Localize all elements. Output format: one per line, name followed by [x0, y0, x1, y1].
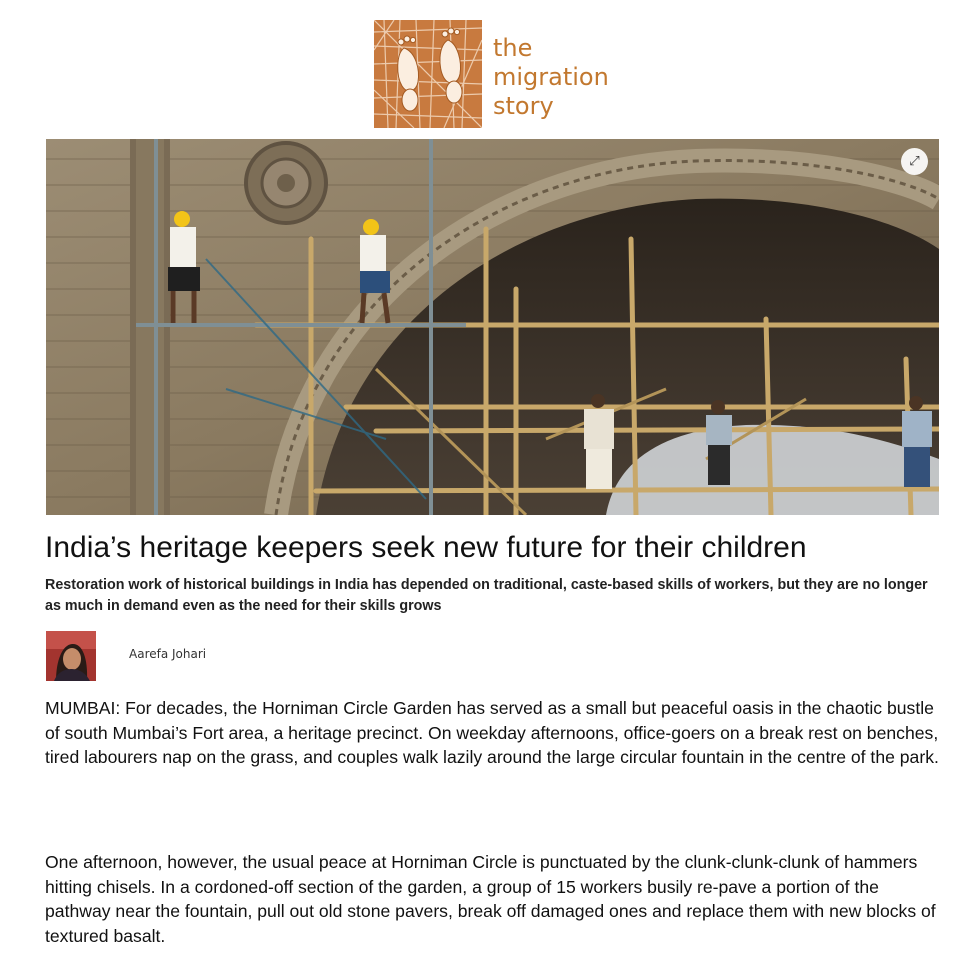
expand-arrows-icon[interactable] [901, 148, 928, 175]
hero-illustration [46, 139, 939, 515]
body-paragraph-2: One afternoon, however, the usual peace at Horniman Circle is punctuated by the clunk-clunk-clunk of hammers hitting chisels. In a cordoned-off section of the garden, a group of 15 workers busily re-pave a portion of the pathway near the fountain, pull out old stone pavers, break off damaged ones and replace them with new blocks of textured basalt. [45, 852, 936, 946]
avatar-illustration [46, 631, 96, 681]
article-subheadline: Restoration work of historical buildings in India has depended on traditional, caste-based skills of workers, but they are no longer as much in demand even as the need for their skills grows [45, 577, 928, 614]
author-avatar[interactable] [46, 631, 96, 681]
body-paragraph-1: MUMBAI: For decades, the Horniman Circle Garden has served as a small but peaceful oasis in the chaotic bustle of south Mumbai’s Fort area, a heritage precinct. On weekday afternoons, office-goers on a break rest on benches, tired labourers nap on the grass, and couples walk lazily around the large circular fountain in the centre of the park. [45, 698, 939, 767]
brand-line-3: story [493, 92, 554, 120]
brand-line-1: the [493, 34, 533, 62]
footprints-map-icon [374, 20, 482, 128]
brand-wordmark [493, 34, 609, 121]
author-name[interactable]: Aarefa Johari [129, 647, 207, 661]
brand-line-2: migration [493, 63, 609, 91]
expand-glyph: ⤢ [909, 154, 920, 169]
article-headline: India’s heritage keepers seek new future for their children [45, 531, 807, 564]
site-logo[interactable] [374, 20, 634, 128]
hero-image [46, 139, 939, 515]
